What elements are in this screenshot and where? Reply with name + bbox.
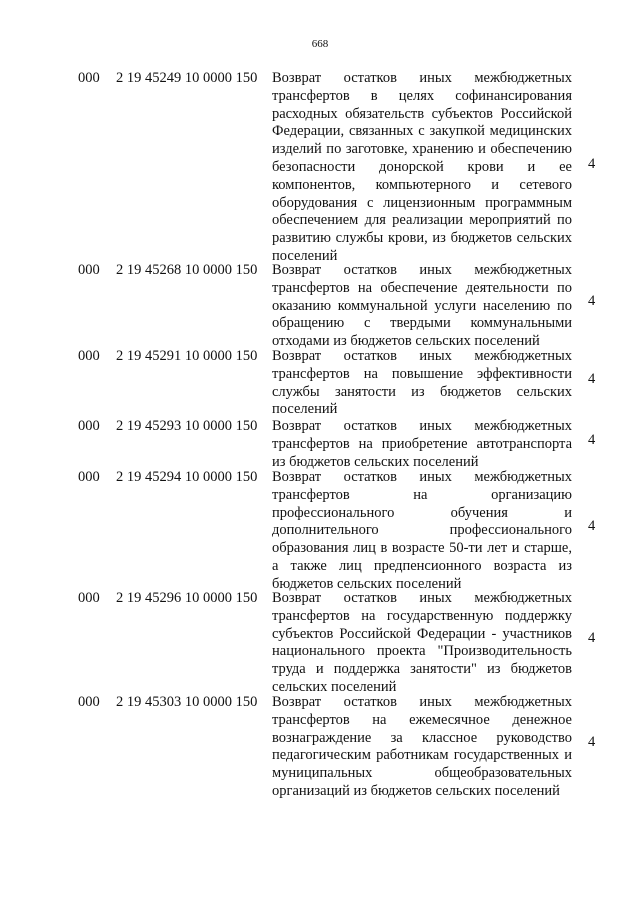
row-description: Возврат остатков иных межбюджетных трансфертов на организацию профессионального обучения и дополнительного профессионального образования лиц в возрасте 50-ти лет и старше, а также лиц предпенсионного возраста из бюджетов сельских поселений (272, 469, 572, 592)
row-description: Возврат остатков иных межбюджетных трансфертов на повышение эффективности службы занятости из бюджетов сельских поселений (272, 348, 572, 418)
row-amount: 4 (588, 156, 596, 172)
row-amount: 4 (588, 734, 596, 750)
row-amount: 4 (588, 371, 596, 387)
row-amount: 4 (588, 630, 596, 646)
row-amount: 4 (588, 518, 596, 534)
budget-classification-code: 2 19 45249 10 0000 150 (116, 70, 258, 86)
admin-code: 000 (78, 590, 100, 606)
row-description: Возврат остатков иных межбюджетных трансфертов на приобретение автотранспорта из бюджетов сельских поселений (272, 418, 572, 470)
budget-classification-code: 2 19 45293 10 0000 150 (116, 418, 258, 434)
admin-code: 000 (78, 348, 100, 364)
row-description: Возврат остатков иных межбюджетных трансфертов на обеспечение деятельности по оказанию коммунальной услуги населению по обращению с твердыми коммунальными отходами из бюджетов сельских поселений (272, 262, 572, 350)
budget-classification-code: 2 19 45294 10 0000 150 (116, 469, 258, 485)
budget-classification-code: 2 19 45303 10 0000 150 (116, 694, 258, 710)
row-description: Возврат остатков иных межбюджетных трансфертов на ежемесячное денежное вознаграждение за классное руководство педагогическим работникам государственных и муниципальных общеобразовательных организаций из бюджетов сельских поселений (272, 694, 572, 799)
budget-classification-code: 2 19 45268 10 0000 150 (116, 262, 258, 278)
row-amount: 4 (588, 293, 596, 309)
admin-code: 000 (78, 469, 100, 485)
page-number: 668 (311, 38, 329, 50)
admin-code: 000 (78, 262, 100, 278)
budget-classification-code: 2 19 45291 10 0000 150 (116, 348, 258, 364)
row-amount: 4 (588, 432, 596, 448)
row-description: Возврат остатков иных межбюджетных трансфертов в целях софинансирования расходных обязательств субъектов Российской Федерации, связанных с закупкой медицинских изделий по заготовке, хранению и обеспечению безопасности донорской крови и ее компонентов, компьютерного и сетевого оборудования с лицензионным программным обеспечением для реализации мероприятий по развитию службы крови, из бюджетов сельских поселений (272, 70, 572, 264)
admin-code: 000 (78, 70, 100, 86)
budget-classification-code: 2 19 45296 10 0000 150 (116, 590, 258, 606)
row-description: Возврат остатков иных межбюджетных трансфертов на государственную поддержку субъектов Российской Федерации - участников национального проекта "Производительность труда и поддержка занятости" из бюджетов сельских поселений (272, 590, 572, 695)
admin-code: 000 (78, 694, 100, 710)
admin-code: 000 (78, 418, 100, 434)
